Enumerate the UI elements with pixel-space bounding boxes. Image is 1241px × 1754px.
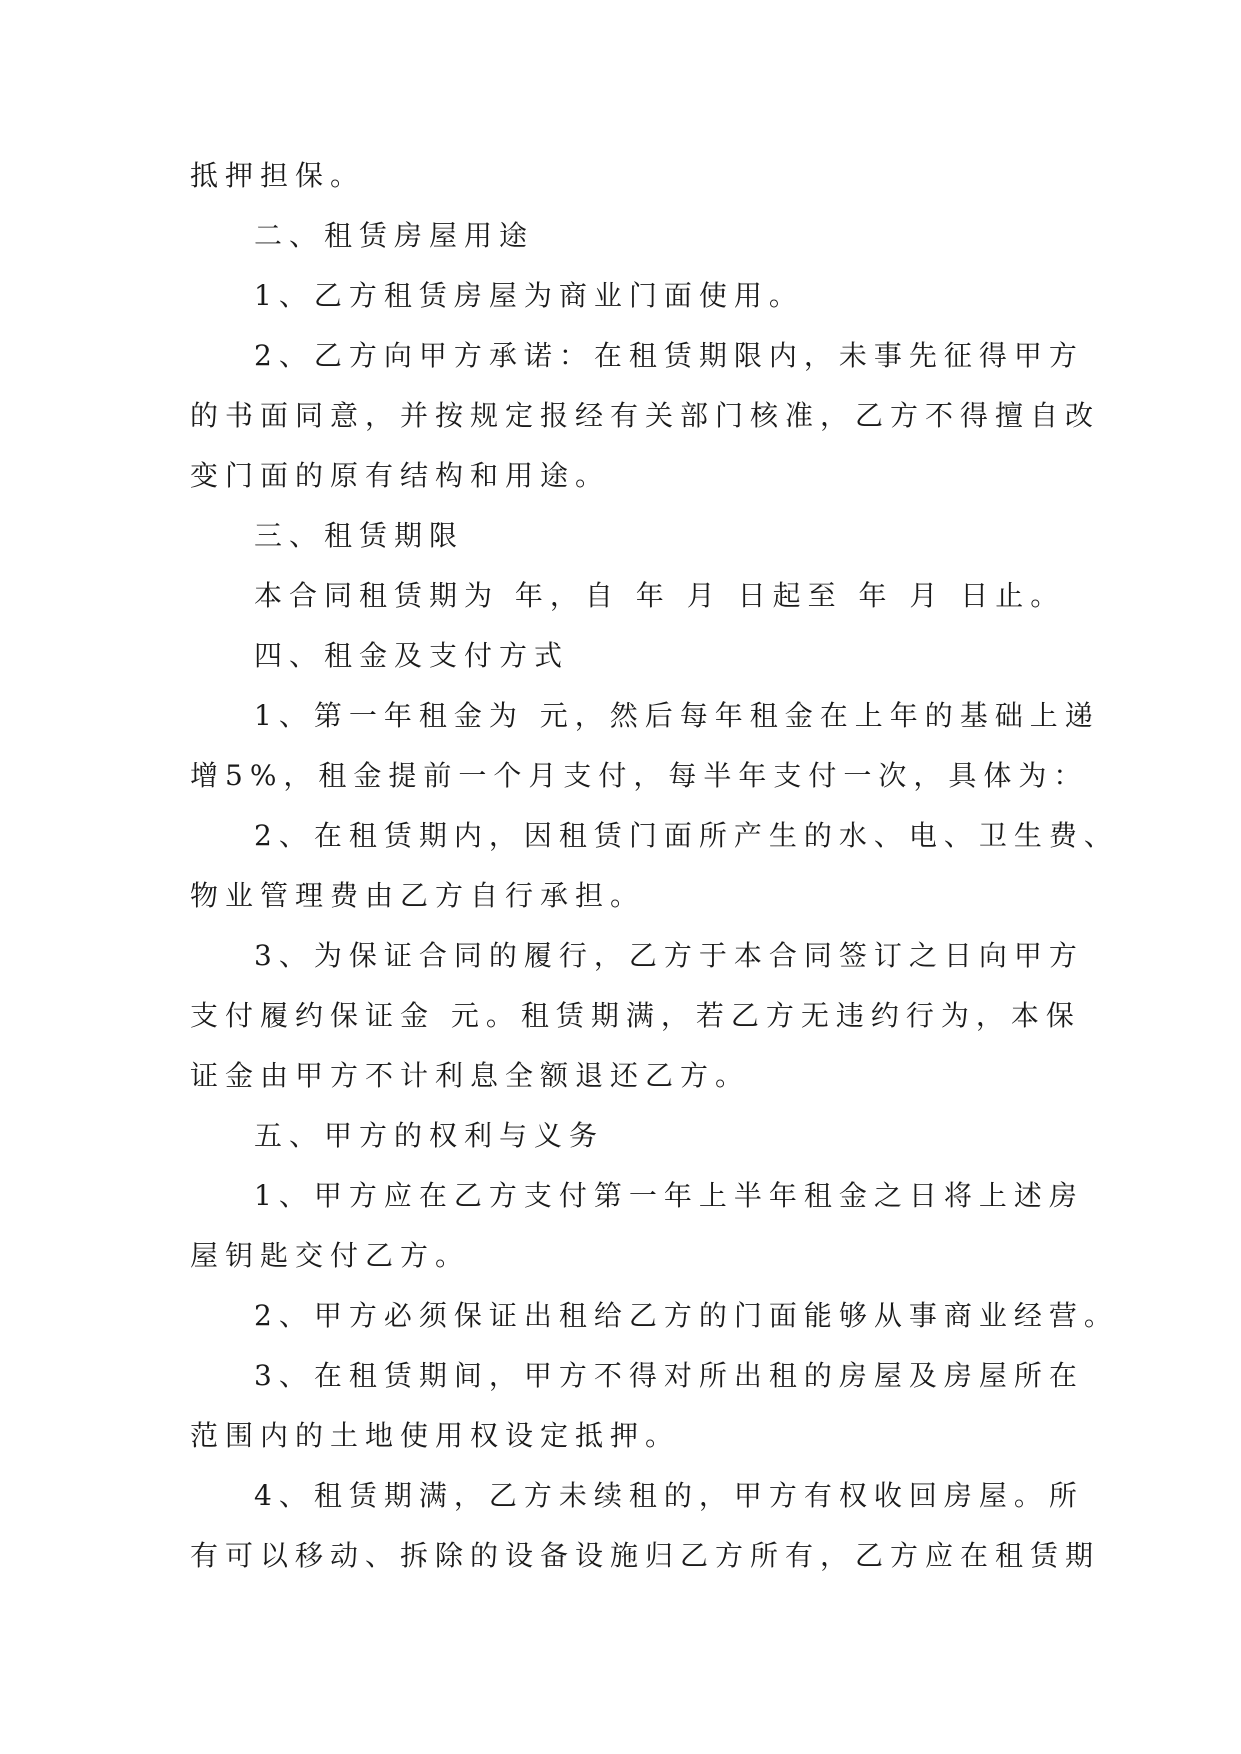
body-line: 屋钥匙交付乙方。 bbox=[190, 1239, 471, 1272]
body-line: 证金由甲方不计利息全额退还乙方。 bbox=[190, 1059, 751, 1092]
clause-line: 2、乙方向甲方承诺：在租赁期限内，未事先征得甲方 bbox=[254, 339, 1084, 372]
clause-line: 本合同租赁期为 年，自 年 月 日起至 年 月 日止。 bbox=[254, 579, 1066, 612]
clause-line: 3、为保证合同的履行，乙方于本合同签订之日向甲方 bbox=[254, 939, 1084, 972]
section-heading: 五、甲方的权利与义务 bbox=[254, 1119, 605, 1152]
section-heading: 二、租赁房屋用途 bbox=[254, 219, 535, 252]
body-line: 变门面的原有结构和用途。 bbox=[190, 459, 611, 492]
body-line: 有可以移动、拆除的设备设施归乙方所有，乙方应在租赁期 bbox=[190, 1539, 1101, 1572]
section-heading: 四、租金及支付方式 bbox=[254, 639, 570, 672]
section-heading: 三、租赁期限 bbox=[254, 519, 465, 552]
clause-line: 2、在租赁期内，因租赁门面所产生的水、电、卫生费、 bbox=[254, 819, 1119, 852]
body-line: 物业管理费由乙方自行承担。 bbox=[190, 879, 646, 912]
clause-line: 2、甲方必须保证出租给乙方的门面能够从事商业经营。 bbox=[254, 1299, 1119, 1332]
body-line: 抵押担保。 bbox=[190, 159, 366, 192]
body-line: 增5%，租金提前一个月支付，每半年支付一次，具体为： bbox=[190, 759, 1089, 792]
clause-line: 4、租赁期满，乙方未续租的，甲方有权收回房屋。所 bbox=[254, 1479, 1084, 1512]
clause-line: 1、乙方租赁房屋为商业门面使用。 bbox=[254, 279, 804, 312]
body-line: 的书面同意，并按规定报经有关部门核准，乙方不得擅自改 bbox=[190, 399, 1101, 432]
body-line: 支付履约保证金 元。租赁期满，若乙方无违约行为，本保 bbox=[190, 999, 1081, 1032]
clause-line: 1、第一年租金为 元，然后每年租金在上年的基础上递 bbox=[254, 699, 1100, 732]
clause-line: 3、在租赁期间，甲方不得对所出租的房屋及房屋所在 bbox=[254, 1359, 1084, 1392]
body-line: 范围内的土地使用权设定抵押。 bbox=[190, 1419, 681, 1452]
document-body bbox=[190, 146, 1119, 1586]
clause-line: 1、甲方应在乙方支付第一年上半年租金之日将上述房 bbox=[254, 1179, 1084, 1212]
